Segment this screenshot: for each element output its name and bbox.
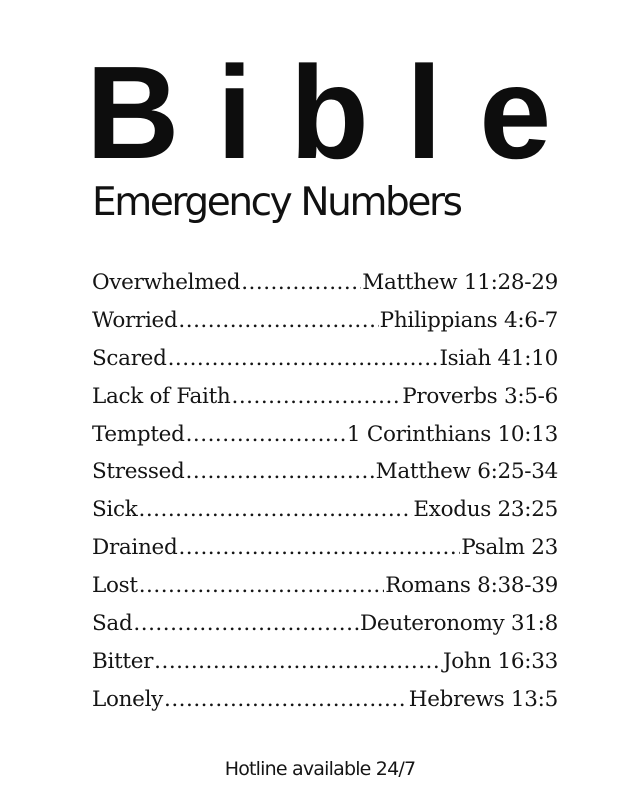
- verse-reference: Psalm 23: [461, 535, 558, 561]
- feeling-label: Scared: [92, 345, 167, 371]
- feeling-label: Lack of Faith: [92, 383, 231, 409]
- dot-leader: [168, 340, 439, 378]
- dot-leader: [154, 643, 442, 681]
- hotline-footer: Hotline available 24/7: [224, 758, 416, 780]
- dot-leader: [139, 567, 385, 605]
- verse-reference: Romans 8:38-39: [385, 573, 558, 599]
- dot-leader: [133, 605, 359, 643]
- list-item: [92, 491, 558, 529]
- verse-reference: Proverbs 3:5-6: [402, 383, 558, 409]
- list-item: [92, 378, 558, 416]
- dot-leader: [186, 416, 346, 454]
- dot-leader: [231, 378, 401, 416]
- verse-reference: 1 Corinthians 10:13: [346, 421, 558, 447]
- page-title: Bible: [86, 39, 589, 186]
- list-item: [92, 529, 558, 567]
- verse-reference: Deuteronomy 31:8: [359, 611, 558, 637]
- emergency-numbers-list: [92, 264, 558, 719]
- list-item: [92, 302, 558, 340]
- dot-leader: [178, 529, 460, 567]
- feeling-label: Bitter: [92, 648, 154, 674]
- list-item: [92, 567, 558, 605]
- dot-leader: [241, 264, 361, 302]
- feeling-label: Sad: [92, 611, 133, 637]
- feeling-label: Tempted: [92, 421, 185, 447]
- verse-reference: Philippians 4:6-7: [379, 307, 558, 333]
- list-item: [92, 340, 558, 378]
- list-item: [92, 416, 558, 454]
- feeling-label: Lost: [92, 573, 138, 599]
- verse-reference: Isiah 41:10: [439, 345, 558, 371]
- feeling-label: Lonely: [92, 686, 164, 712]
- list-item: [92, 643, 558, 681]
- list-item: [92, 264, 558, 302]
- verse-reference: Matthew 6:25-34: [375, 459, 558, 485]
- list-item: [92, 453, 558, 491]
- feeling-label: Drained: [92, 535, 178, 561]
- list-item: [92, 605, 558, 643]
- feeling-label: Overwhelmed: [92, 270, 241, 295]
- verse-reference: Matthew 11:28-29: [362, 270, 558, 295]
- dot-leader: [178, 302, 378, 340]
- verse-reference: John 16:33: [442, 648, 558, 674]
- feeling-label: Sick: [92, 497, 138, 523]
- list-item: [92, 681, 558, 719]
- page-subtitle: Emergency Numbers: [92, 180, 461, 225]
- dot-leader: [138, 491, 412, 529]
- dot-leader: [164, 681, 408, 719]
- dot-leader: [186, 453, 375, 491]
- feeling-label: Worried: [92, 307, 178, 333]
- feeling-label: Stressed: [92, 459, 185, 485]
- verse-reference: Hebrews 13:5: [408, 686, 558, 712]
- verse-reference: Exodus 23:25: [413, 497, 558, 523]
